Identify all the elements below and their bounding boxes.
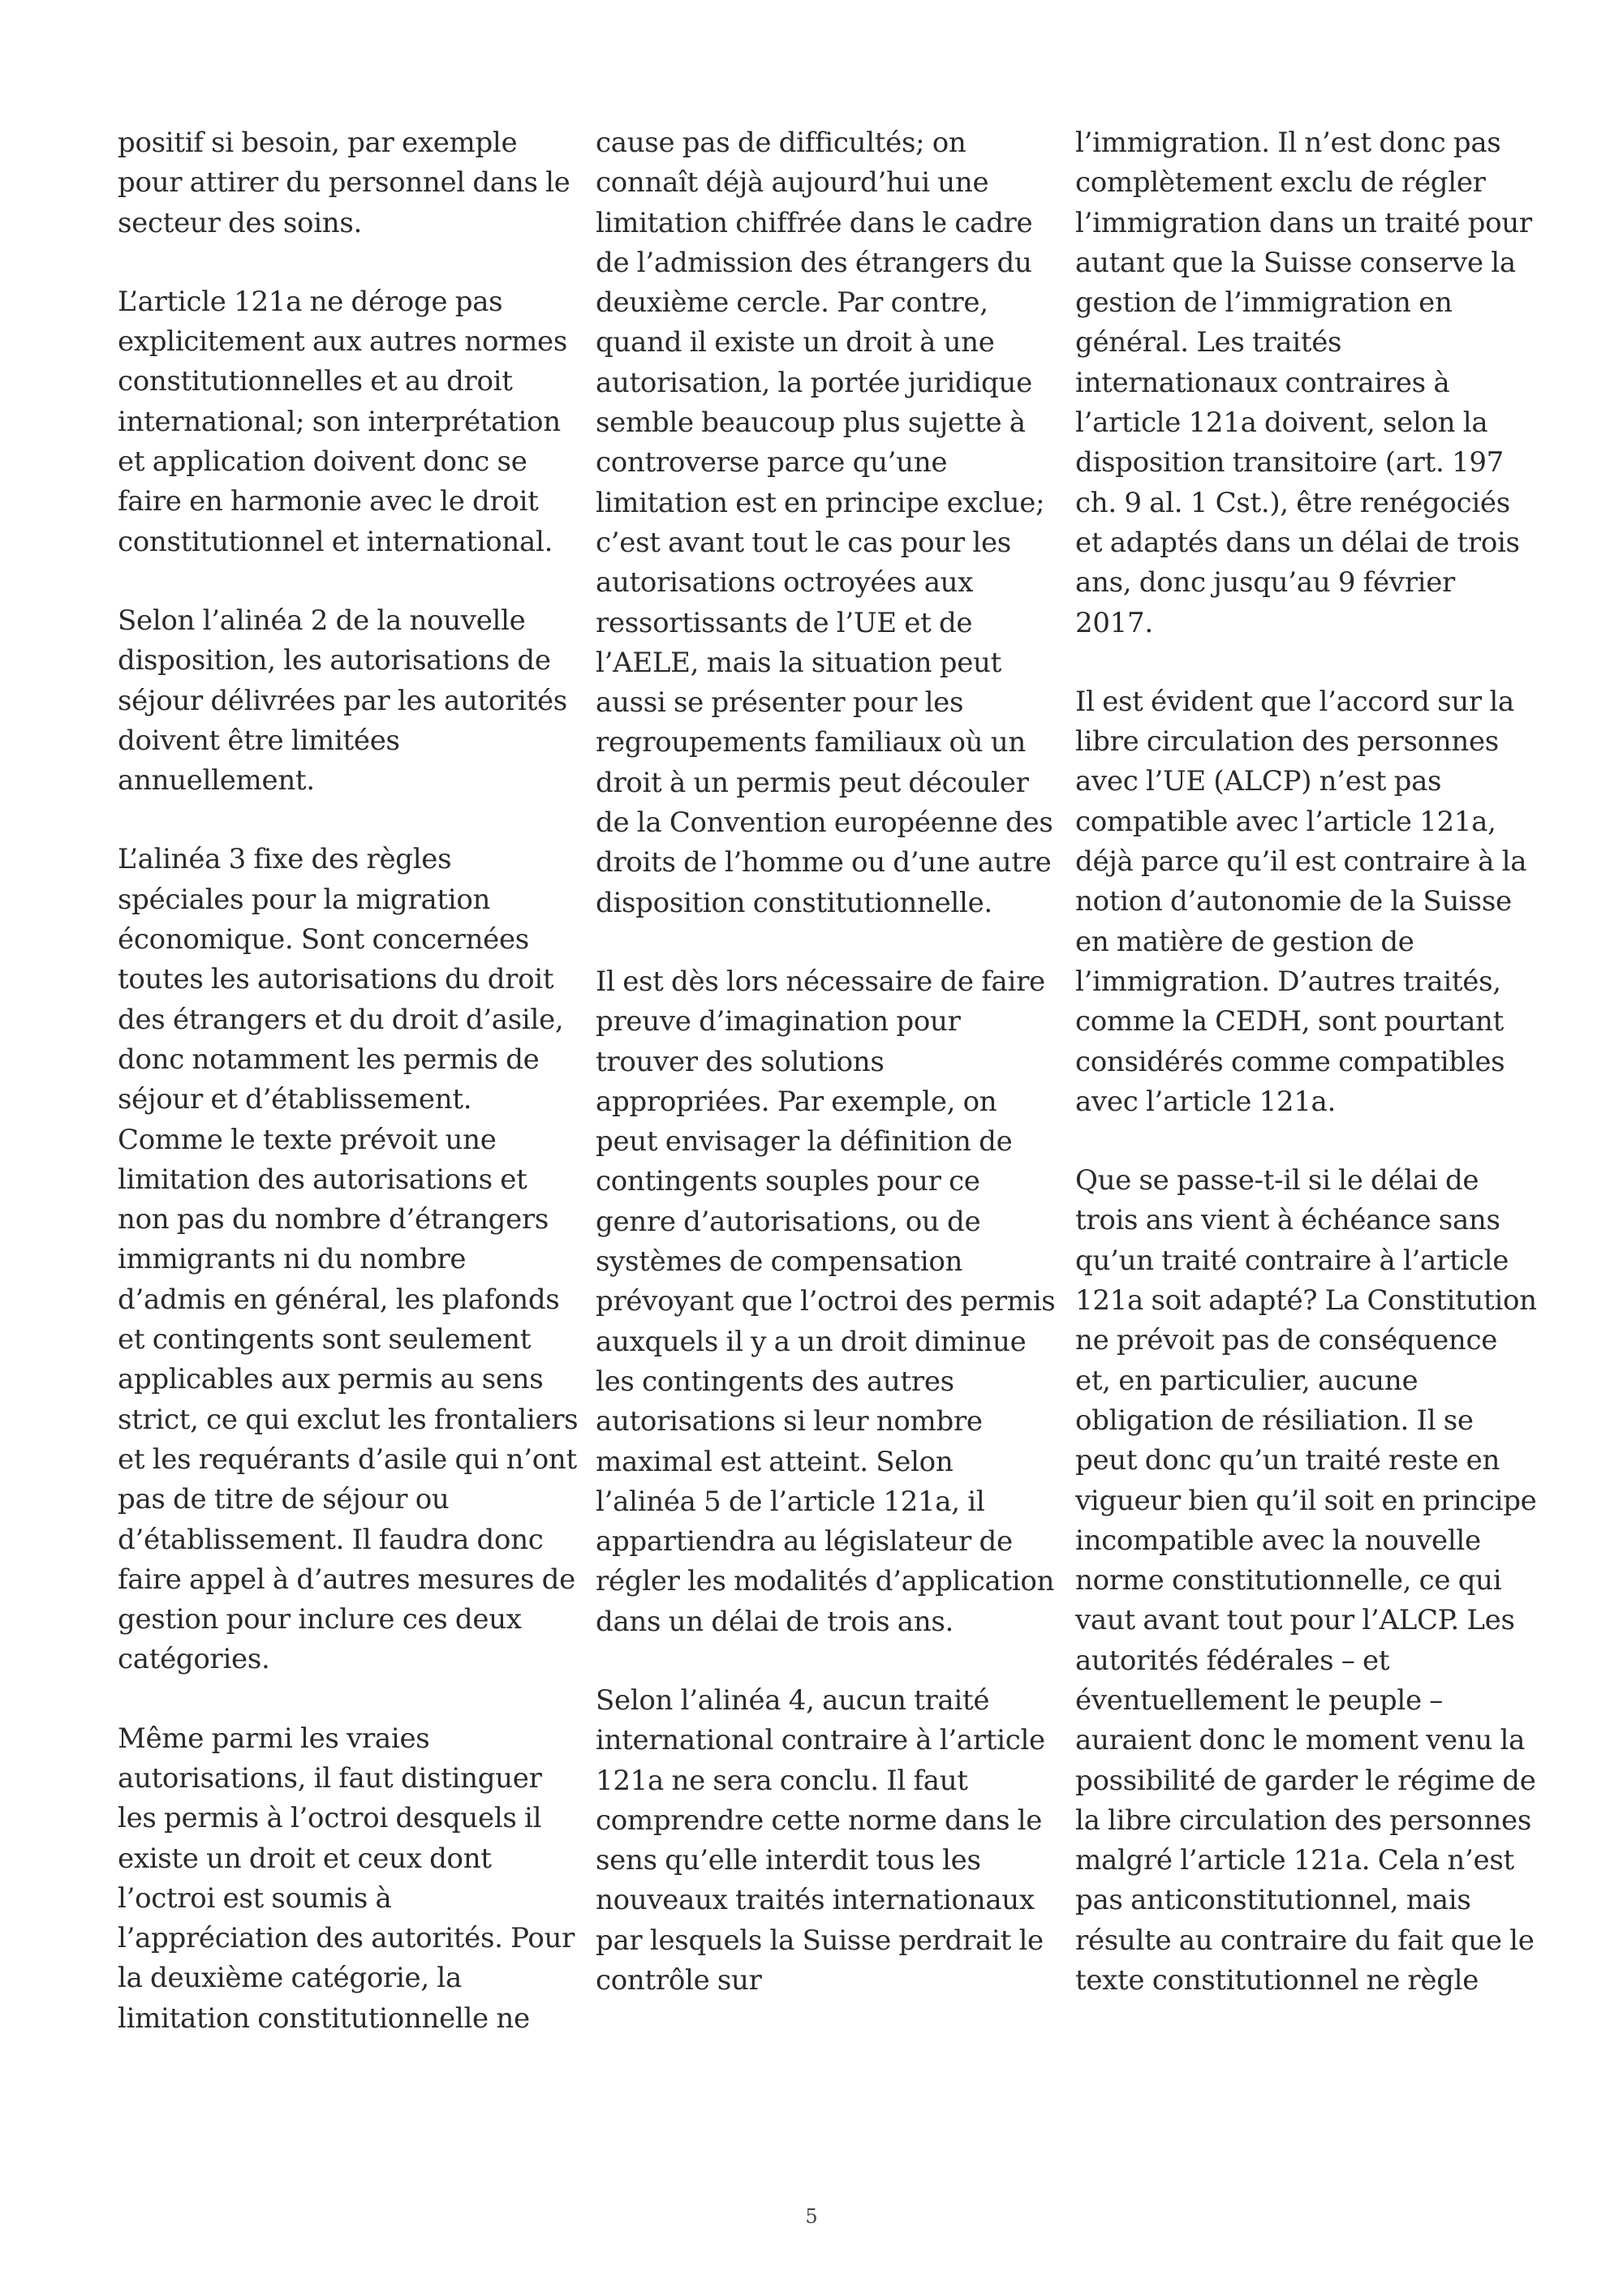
paragraph: Même parmi les vraies autorisations, il faut distinguer les permis à l’octroi desquels il existe un droit et ceux dont l’octroi est soumis à l’appréciation des autorités. Pour la deuxième catégorie, la limitation constitutionnelle ne bbox=[118, 1722, 575, 2035]
paragraph: Il est dès lors nécessaire de faire preuve d’imagination pour trouver des solutions appropriées. Par exemple, on peut envisager la définition de contingents souples pour ce genre d’autorisations, ou de systèmes de compensation prévoyant que l’octroi des permis auxquels il y a un droit diminue les contingents des autres autorisations si leur nombre maximal est atteint. Selon l’alinéa 5 de l’article 121a, il appartiendra au législateur de régler les modalités d’application dans un délai de trois ans. bbox=[596, 965, 1056, 1638]
paragraph: Selon l’alinéa 2 de la nouvelle disposition, les autorisations de séjour délivrées par les autorités doivent être limitées annuellement. bbox=[118, 604, 567, 798]
text-column-2 bbox=[596, 123, 1058, 2040]
text-column-3 bbox=[1075, 123, 1538, 2040]
paragraph: L’article 121a ne déroge pas explicitement aux autres normes constitutionnelles et au droit international; son interprétation et application doivent donc se faire en harmonie avec le droit constitutionnel et international. bbox=[118, 285, 567, 558]
page-number: 5 bbox=[805, 2205, 818, 2228]
paragraph: positif si besoin, par exemple pour attirer du personnel dans le secteur des soins. bbox=[118, 127, 570, 239]
paragraph: Il est évident que l’accord sur la libre circulation des personnes avec l’UE (ALCP) n’est pas compatible avec l’article 121a, déjà parce qu’il est contraire à la notion d’autonomie de la Suisse en matière de gestion de l’immigration. D’autres traités, comme la CEDH, sont pourtant considérés comme compatibles avec l’article 121a. bbox=[1075, 685, 1527, 1118]
paragraph: L’alinéa 3 fixe des règles spéciales pour la migration économique. Sont concernées toutes les autorisations du droit des étrangers et du droit d’asile, donc notamment les permis de séjour et d’établissement. Comme le texte prévoit une limitation des autorisations et non pas du nombre d’étrangers immigrants ni du nombre d’admis en général, les plafonds et contingents sont seulement applicables aux permis au sens strict, ce qui exclut les frontaliers et les requérants d’asile qui n’ont pas de titre de séjour ou d’établissement. Il faudra donc faire appel à d’autres mesures de gestion pour inclure ces deux catégories. bbox=[118, 843, 579, 1676]
paragraph: cause pas de difficultés; on connaît déjà aujourd’hui une limitation chiffrée dans le cadre de l’admission des étrangers du deuxième cercle. Par contre, quand il existe un droit à une autorisation, la portée juridique semble beaucoup plus sujette à controverse parce qu’une limitation est en principe exclue; c’est avant tout le cas pour les autorisations octroyées aux ressortissants de l’UE et de l’AELE, mais la situation peut aussi se présenter pour les regroupements familiaux où un droit à un permis peut découler de la Convention européenne des droits de l’homme ou d’une autre disposition constitutionnelle. bbox=[596, 127, 1053, 919]
paragraph: Selon l’alinéa 4, aucun traité international contraire à l’article 121a ne sera conclu. Il faut comprendre cette norme dans le sens qu’elle interdit tous les nouveaux traités internationaux par lesquels la Suisse perdrait le contrôle sur bbox=[596, 1683, 1045, 1997]
paragraph: Que se passe-t-il si le délai de trois ans vient à échéance sans qu’un traité contraire à l’article 121a soit adapté? La Constitution ne prévoit pas de conséquence et, en particulier, aucune obligation de résiliation. Il se peut donc qu’un traité reste en vigueur bien qu’il soit en principe incompatible avec la nouvelle norme constitutionnelle, ce qui vaut avant tout pour l’ALCP. Les autorités fédérales – et éventuellement le peuple – auraient donc le moment venu la possibilité de garder le régime de la libre circulation des personnes malgré l’article 121a. Cela n’est pas anticonstitutionnel, mais résulte au contraire du fait que le texte constitutionnel ne règle bbox=[1075, 1164, 1537, 1997]
paragraph: l’immigration. Il n’est donc pas complètement exclu de régler l’immigration dans un traité pour autant que la Suisse conserve la gestion de l’immigration en général. Les traités internationaux contraires à l’article 121a doivent, selon la disposition transitoire (art. 197 ch. 9 al. 1 Cst.), être renégociés et adaptés dans un délai de trois ans, donc jusqu’au 9 février 2017. bbox=[1075, 127, 1532, 639]
text-column-1 bbox=[118, 123, 580, 2078]
